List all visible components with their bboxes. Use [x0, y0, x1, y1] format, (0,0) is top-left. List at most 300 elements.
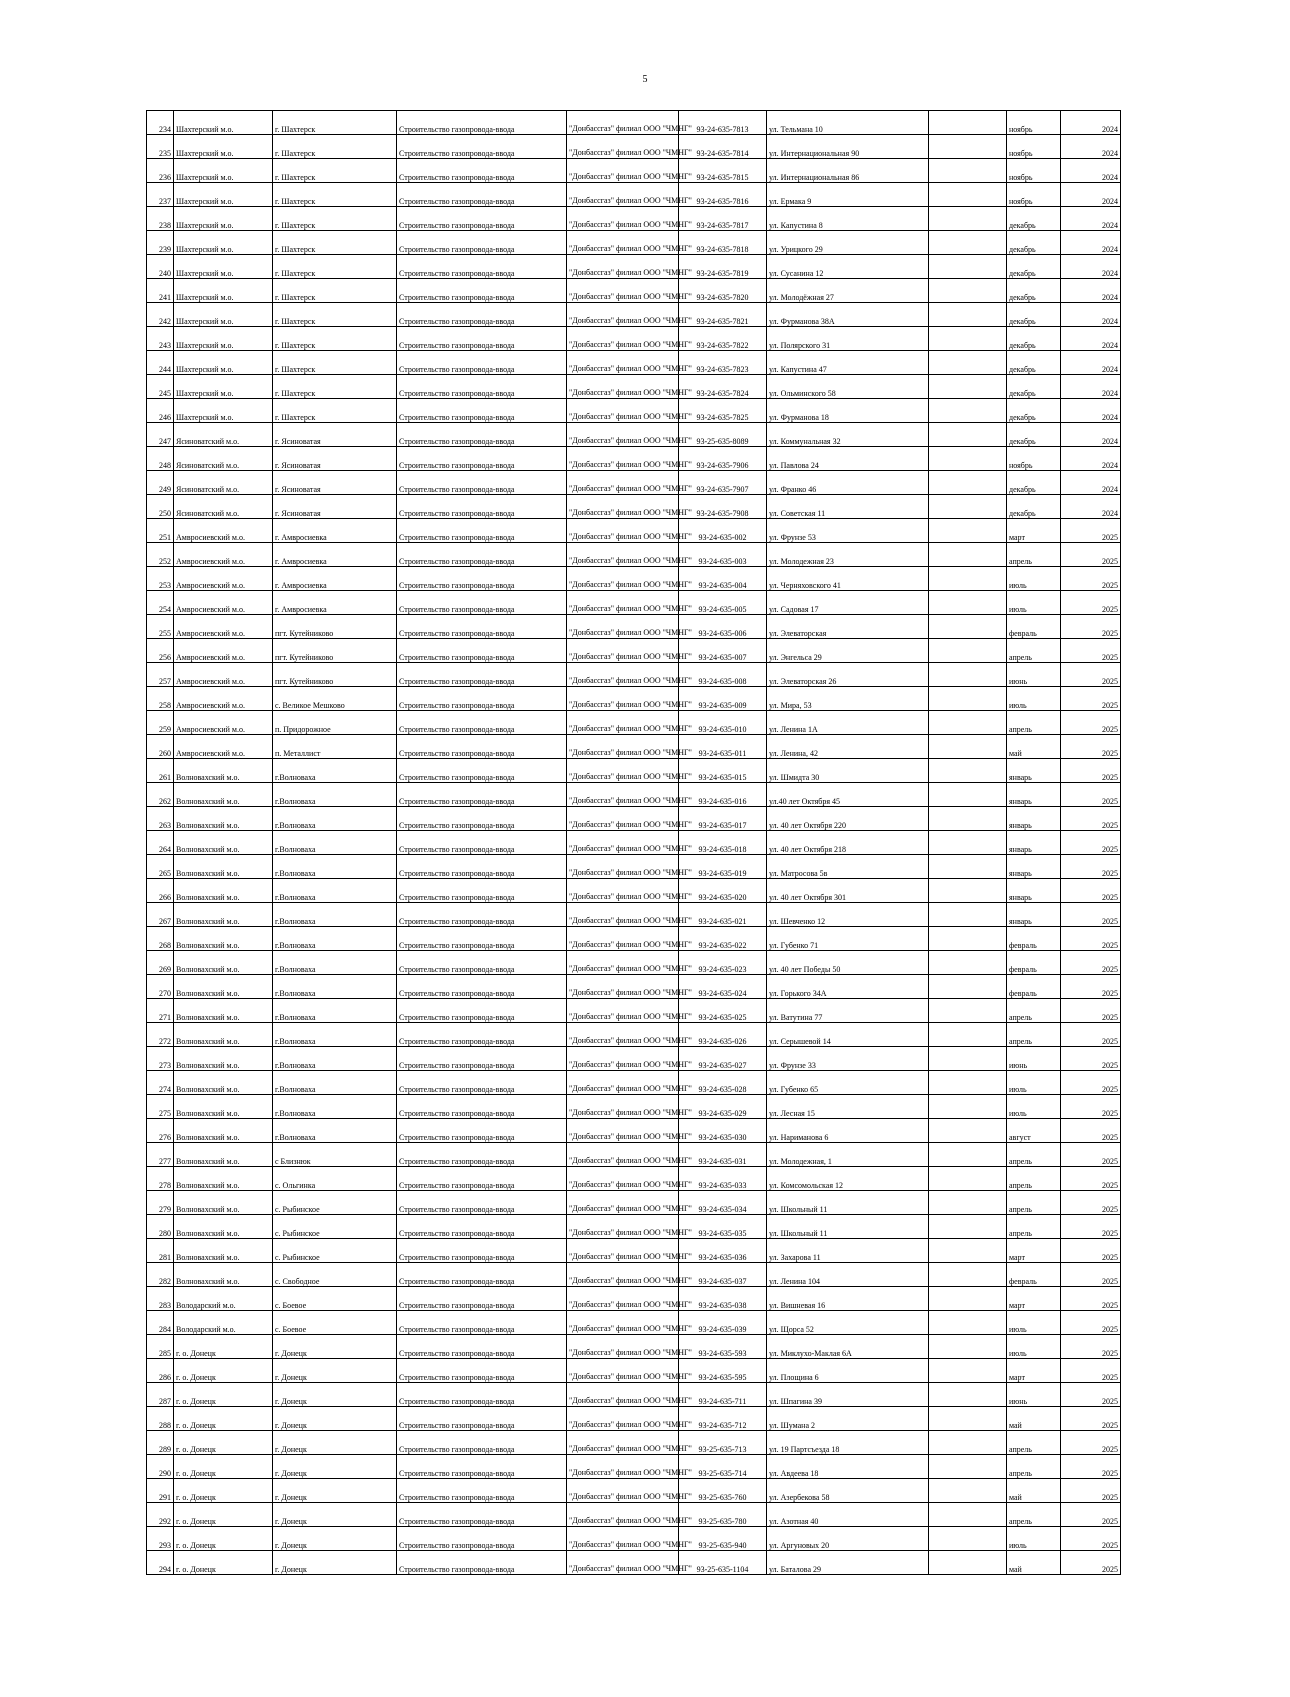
district-cell: Шахтерский м.о. — [174, 255, 273, 279]
district-cell: Волновахский м.о. — [174, 1023, 273, 1047]
district-cell: Шахтерский м.о. — [174, 159, 273, 183]
empty-cell — [929, 759, 1007, 783]
locality-cell: г.Волноваха — [273, 783, 397, 807]
table-row — [147, 903, 1121, 927]
organization-cell: "Донбассгаз" филиал ООО "ЧМНГ" — [567, 423, 679, 447]
month-cell: апрель — [1007, 543, 1061, 567]
district-cell: Волновахский м.о. — [174, 1191, 273, 1215]
month-cell: июнь — [1007, 663, 1061, 687]
work-type-cell: Строительство газопровода-ввода — [397, 375, 567, 399]
empty-cell — [929, 783, 1007, 807]
row-number: 245 — [147, 375, 174, 399]
row-number: 242 — [147, 303, 174, 327]
district-cell: Володарский м.о. — [174, 1287, 273, 1311]
organization-cell: "Донбассгаз" филиал ООО "ЧМНГ" — [567, 1503, 679, 1527]
month-cell: июль — [1007, 1311, 1061, 1335]
registration-code-cell: 93-24-635-023 — [679, 951, 767, 975]
row-number: 289 — [147, 1431, 174, 1455]
registration-code-cell: 93-24-635-7817 — [679, 207, 767, 231]
month-cell: январь — [1007, 855, 1061, 879]
row-number: 293 — [147, 1527, 174, 1551]
month-cell: ноябрь — [1007, 159, 1061, 183]
registration-code-cell: 93-24-635-026 — [679, 1023, 767, 1047]
table-row — [147, 567, 1121, 591]
organization-cell: "Донбассгаз" филиал ООО "ЧМНГ" — [567, 567, 679, 591]
organization-cell: "Донбассгаз" филиал ООО "ЧМНГ" — [567, 1287, 679, 1311]
month-cell: апрель — [1007, 1167, 1061, 1191]
locality-cell: г.Волноваха — [273, 903, 397, 927]
organization-cell: "Донбассгаз" филиал ООО "ЧМНГ" — [567, 1167, 679, 1191]
work-type-cell: Строительство газопровода-ввода — [397, 399, 567, 423]
row-number: 265 — [147, 855, 174, 879]
organization-cell: "Донбассгаз" филиал ООО "ЧМНГ" — [567, 1527, 679, 1551]
registration-code-cell: 93-25-635-8089 — [679, 423, 767, 447]
work-type-cell: Строительство газопровода-ввода — [397, 975, 567, 999]
month-cell: май — [1007, 1551, 1061, 1575]
row-number: 277 — [147, 1143, 174, 1167]
work-type-cell: Строительство газопровода-ввода — [397, 1071, 567, 1095]
month-cell: ноябрь — [1007, 447, 1061, 471]
registration-code-cell: 93-24-635-7908 — [679, 495, 767, 519]
locality-cell: г. Донецк — [273, 1527, 397, 1551]
locality-cell: г. Шахтерск — [273, 375, 397, 399]
work-type-cell: Строительство газопровода-ввода — [397, 759, 567, 783]
address-cell: ул. Молодежная, 1 — [767, 1143, 929, 1167]
registration-code-cell: 93-24-635-031 — [679, 1143, 767, 1167]
registration-code-cell: 93-24-635-7825 — [679, 399, 767, 423]
address-cell: ул. Щорса 52 — [767, 1311, 929, 1335]
year-cell: 2025 — [1061, 1191, 1121, 1215]
month-cell: январь — [1007, 759, 1061, 783]
registration-code-cell: 93-24-635-7821 — [679, 303, 767, 327]
district-cell: Волновахский м.о. — [174, 783, 273, 807]
organization-cell: "Донбассгаз" филиал ООО "ЧМНГ" — [567, 1047, 679, 1071]
table-row — [147, 639, 1121, 663]
year-cell: 2025 — [1061, 1407, 1121, 1431]
registration-code-cell: 93-24-635-029 — [679, 1095, 767, 1119]
empty-cell — [929, 855, 1007, 879]
organization-cell: "Донбассгаз" филиал ООО "ЧМНГ" — [567, 1263, 679, 1287]
address-cell: ул. Элеваторская — [767, 615, 929, 639]
table-row — [147, 1431, 1121, 1455]
district-cell: Шахтерский м.о. — [174, 303, 273, 327]
month-cell: март — [1007, 1359, 1061, 1383]
district-cell: Шахтерский м.о. — [174, 279, 273, 303]
locality-cell: г.Волноваха — [273, 1023, 397, 1047]
address-cell: ул. Губенко 71 — [767, 927, 929, 951]
organization-cell: "Донбассгаз" филиал ООО "ЧМНГ" — [567, 1359, 679, 1383]
row-number: 284 — [147, 1311, 174, 1335]
district-cell: Амвросиевский м.о. — [174, 639, 273, 663]
address-cell: ул. Интернациональная 86 — [767, 159, 929, 183]
year-cell: 2025 — [1061, 1095, 1121, 1119]
row-number: 269 — [147, 951, 174, 975]
work-type-cell: Строительство газопровода-ввода — [397, 471, 567, 495]
table-row — [147, 1479, 1121, 1503]
work-type-cell: Строительство газопровода-ввода — [397, 615, 567, 639]
row-number: 247 — [147, 423, 174, 447]
district-cell: Волновахский м.о. — [174, 975, 273, 999]
registration-code-cell: 93-24-635-005 — [679, 591, 767, 615]
month-cell: февраль — [1007, 951, 1061, 975]
empty-cell — [929, 159, 1007, 183]
locality-cell: г. Ясиноватая — [273, 495, 397, 519]
locality-cell: г. Шахтерск — [273, 255, 397, 279]
registration-code-cell: 93-24-635-004 — [679, 567, 767, 591]
year-cell: 2025 — [1061, 1383, 1121, 1407]
locality-cell: г. Донецк — [273, 1551, 397, 1575]
registration-code-cell: 93-24-635-030 — [679, 1119, 767, 1143]
table-row — [147, 807, 1121, 831]
empty-cell — [929, 1287, 1007, 1311]
work-type-cell: Строительство газопровода-ввода — [397, 855, 567, 879]
organization-cell: "Донбассгаз" филиал ООО "ЧМНГ" — [567, 1551, 679, 1575]
address-cell: ул. 40 лет Октября 220 — [767, 807, 929, 831]
locality-cell: с. Боевое — [273, 1287, 397, 1311]
row-number: 263 — [147, 807, 174, 831]
table-row — [147, 135, 1121, 159]
locality-cell: с. Ольгинка — [273, 1167, 397, 1191]
month-cell: апрель — [1007, 1023, 1061, 1047]
organization-cell: "Донбассгаз" филиал ООО "ЧМНГ" — [567, 903, 679, 927]
district-cell: Волновахский м.о. — [174, 1095, 273, 1119]
district-cell: Шахтерский м.о. — [174, 375, 273, 399]
organization-cell: "Донбассгаз" филиал ООО "ЧМНГ" — [567, 975, 679, 999]
work-type-cell: Строительство газопровода-ввода — [397, 591, 567, 615]
address-cell: ул. Интернациональная 90 — [767, 135, 929, 159]
year-cell: 2024 — [1061, 207, 1121, 231]
year-cell: 2025 — [1061, 1023, 1121, 1047]
organization-cell: "Донбассгаз" филиал ООО "ЧМНГ" — [567, 1119, 679, 1143]
empty-cell — [929, 351, 1007, 375]
address-cell: ул. Азербековa 58 — [767, 1479, 929, 1503]
locality-cell: г. Ясиноватая — [273, 471, 397, 495]
organization-cell: "Донбассгаз" филиал ООО "ЧМНГ" — [567, 255, 679, 279]
registration-code-cell: 93-24-635-711 — [679, 1383, 767, 1407]
district-cell: Шахтерский м.о. — [174, 135, 273, 159]
year-cell: 2024 — [1061, 303, 1121, 327]
registration-code-cell: 93-24-635-595 — [679, 1359, 767, 1383]
empty-cell — [929, 1503, 1007, 1527]
month-cell: апрель — [1007, 711, 1061, 735]
table-row — [147, 207, 1121, 231]
month-cell: июль — [1007, 687, 1061, 711]
year-cell: 2024 — [1061, 279, 1121, 303]
registration-code-cell: 93-24-635-016 — [679, 783, 767, 807]
organization-cell: "Донбассгаз" филиал ООО "ЧМНГ" — [567, 735, 679, 759]
organization-cell: "Донбассгаз" филиал ООО "ЧМНГ" — [567, 1143, 679, 1167]
organization-cell: "Донбассгаз" филиал ООО "ЧМНГ" — [567, 399, 679, 423]
district-cell: Ясиноватский м.о. — [174, 423, 273, 447]
year-cell: 2025 — [1061, 1359, 1121, 1383]
empty-cell — [929, 1023, 1007, 1047]
work-type-cell: Строительство газопровода-ввода — [397, 543, 567, 567]
row-number: 267 — [147, 903, 174, 927]
work-type-cell: Строительство газопровода-ввода — [397, 111, 567, 135]
work-type-cell: Строительство газопровода-ввода — [397, 1503, 567, 1527]
address-cell: ул. 19 Партсъезда 18 — [767, 1431, 929, 1455]
address-cell: ул. 40 лет Октября 301 — [767, 879, 929, 903]
empty-cell — [929, 879, 1007, 903]
registration-code-cell: 93-24-635-003 — [679, 543, 767, 567]
table-row — [147, 735, 1121, 759]
locality-cell: с. Рыбинское — [273, 1215, 397, 1239]
work-type-cell: Строительство газопровода-ввода — [397, 903, 567, 927]
row-number: 287 — [147, 1383, 174, 1407]
row-number: 241 — [147, 279, 174, 303]
organization-cell: "Донбассгаз" филиал ООО "ЧМНГ" — [567, 1455, 679, 1479]
row-number: 294 — [147, 1551, 174, 1575]
month-cell: декабрь — [1007, 375, 1061, 399]
organization-cell: "Донбассгаз" филиал ООО "ЧМНГ" — [567, 447, 679, 471]
year-cell: 2025 — [1061, 1263, 1121, 1287]
year-cell: 2025 — [1061, 711, 1121, 735]
registration-code-cell: 93-24-635-033 — [679, 1167, 767, 1191]
empty-cell — [929, 1431, 1007, 1455]
empty-cell — [929, 687, 1007, 711]
organization-cell: "Донбассгаз" филиал ООО "ЧМНГ" — [567, 495, 679, 519]
table-row — [147, 1455, 1121, 1479]
district-cell: Волновахский м.о. — [174, 903, 273, 927]
page-number: 5 — [642, 74, 648, 85]
district-cell: Амвросиевский м.о. — [174, 519, 273, 543]
organization-cell: "Донбассгаз" филиал ООО "ЧМНГ" — [567, 111, 679, 135]
work-type-cell: Строительство газопровода-ввода — [397, 927, 567, 951]
registration-code-cell: 93-24-635-7822 — [679, 327, 767, 351]
month-cell: февраль — [1007, 975, 1061, 999]
table-row — [147, 447, 1121, 471]
table-row — [147, 1311, 1121, 1335]
registration-code-cell: 93-24-635-010 — [679, 711, 767, 735]
registration-code-cell: 93-25-635-940 — [679, 1527, 767, 1551]
empty-cell — [929, 327, 1007, 351]
month-cell: январь — [1007, 903, 1061, 927]
table-row — [147, 303, 1121, 327]
empty-cell — [929, 807, 1007, 831]
organization-cell: "Донбассгаз" филиал ООО "ЧМНГ" — [567, 999, 679, 1023]
work-type-cell: Строительство газопровода-ввода — [397, 1143, 567, 1167]
registration-code-cell: 93-24-635-7824 — [679, 375, 767, 399]
year-cell: 2024 — [1061, 183, 1121, 207]
row-number: 250 — [147, 495, 174, 519]
work-type-cell: Строительство газопровода-ввода — [397, 951, 567, 975]
table-row — [147, 351, 1121, 375]
work-type-cell: Строительство газопровода-ввода — [397, 999, 567, 1023]
organization-cell: "Донбассгаз" филиал ООО "ЧМНГ" — [567, 303, 679, 327]
year-cell: 2025 — [1061, 687, 1121, 711]
organization-cell: "Донбассгаз" филиал ООО "ЧМНГ" — [567, 279, 679, 303]
table-row — [147, 423, 1121, 447]
month-cell: май — [1007, 1407, 1061, 1431]
registration-code-cell: 93-24-635-020 — [679, 879, 767, 903]
month-cell: апрель — [1007, 1191, 1061, 1215]
year-cell: 2024 — [1061, 471, 1121, 495]
year-cell: 2025 — [1061, 1239, 1121, 1263]
locality-cell: г. Шахтерск — [273, 303, 397, 327]
table-row — [147, 1167, 1121, 1191]
row-number: 281 — [147, 1239, 174, 1263]
month-cell: март — [1007, 519, 1061, 543]
month-cell: май — [1007, 735, 1061, 759]
empty-cell — [929, 1119, 1007, 1143]
work-type-cell: Строительство газопровода-ввода — [397, 1263, 567, 1287]
address-cell: ул. Шумана 2 — [767, 1407, 929, 1431]
registration-code-cell: 93-24-635-039 — [679, 1311, 767, 1335]
work-type-cell: Строительство газопровода-ввода — [397, 279, 567, 303]
month-cell: март — [1007, 1287, 1061, 1311]
year-cell: 2025 — [1061, 1071, 1121, 1095]
table-row — [147, 1359, 1121, 1383]
address-cell: ул. Мира, 53 — [767, 687, 929, 711]
registration-code-cell: 93-25-635-760 — [679, 1479, 767, 1503]
organization-cell: "Донбассгаз" филиал ООО "ЧМНГ" — [567, 1407, 679, 1431]
month-cell: май — [1007, 1479, 1061, 1503]
registration-code-cell: 93-24-635-7814 — [679, 135, 767, 159]
locality-cell: пгт. Кутейниково — [273, 615, 397, 639]
district-cell: Ясиноватский м.о. — [174, 495, 273, 519]
address-cell: ул.40 лет Октября 45 — [767, 783, 929, 807]
row-number: 236 — [147, 159, 174, 183]
locality-cell: с. Рыбинское — [273, 1239, 397, 1263]
empty-cell — [929, 231, 1007, 255]
address-cell: ул. Вишневая 16 — [767, 1287, 929, 1311]
registration-code-cell: 93-25-635-713 — [679, 1431, 767, 1455]
empty-cell — [929, 1407, 1007, 1431]
table-row — [147, 927, 1121, 951]
year-cell: 2025 — [1061, 591, 1121, 615]
empty-cell — [929, 303, 1007, 327]
address-cell: ул. Шпагина 39 — [767, 1383, 929, 1407]
table-row — [147, 1239, 1121, 1263]
district-cell: Волновахский м.о. — [174, 1215, 273, 1239]
month-cell: декабрь — [1007, 231, 1061, 255]
table-row — [147, 879, 1121, 903]
district-cell: Амвросиевский м.о. — [174, 663, 273, 687]
table-row — [147, 255, 1121, 279]
locality-cell: г. Шахтерск — [273, 231, 397, 255]
year-cell: 2024 — [1061, 495, 1121, 519]
work-type-cell: Строительство газопровода-ввода — [397, 183, 567, 207]
year-cell: 2025 — [1061, 663, 1121, 687]
row-number: 278 — [147, 1167, 174, 1191]
table-row — [147, 711, 1121, 735]
month-cell: июль — [1007, 1095, 1061, 1119]
address-cell: ул. Павлова 24 — [767, 447, 929, 471]
work-type-cell: Строительство газопровода-ввода — [397, 1455, 567, 1479]
month-cell: апрель — [1007, 1215, 1061, 1239]
work-type-cell: Строительство газопровода-ввода — [397, 495, 567, 519]
month-cell: февраль — [1007, 615, 1061, 639]
empty-cell — [929, 1191, 1007, 1215]
table-row — [147, 111, 1121, 135]
empty-cell — [929, 1143, 1007, 1167]
year-cell: 2025 — [1061, 639, 1121, 663]
locality-cell: г.Волноваха — [273, 999, 397, 1023]
locality-cell: г.Волноваха — [273, 879, 397, 903]
empty-cell — [929, 111, 1007, 135]
district-cell: Шахтерский м.о. — [174, 231, 273, 255]
year-cell: 2024 — [1061, 135, 1121, 159]
year-cell: 2024 — [1061, 399, 1121, 423]
month-cell: февраль — [1007, 927, 1061, 951]
organization-cell: "Донбассгаз" филиал ООО "ЧМНГ" — [567, 639, 679, 663]
row-number: 256 — [147, 639, 174, 663]
empty-cell — [929, 903, 1007, 927]
organization-cell: "Донбассгаз" филиал ООО "ЧМНГ" — [567, 759, 679, 783]
empty-cell — [929, 135, 1007, 159]
registration-code-cell: 93-24-635-7907 — [679, 471, 767, 495]
address-cell: ул. Советская 11 — [767, 495, 929, 519]
empty-cell — [929, 1359, 1007, 1383]
month-cell: апрель — [1007, 1431, 1061, 1455]
empty-cell — [929, 183, 1007, 207]
month-cell: январь — [1007, 783, 1061, 807]
work-type-cell: Строительство газопровода-ввода — [397, 663, 567, 687]
empty-cell — [929, 831, 1007, 855]
registration-code-cell: 93-24-635-7816 — [679, 183, 767, 207]
empty-cell — [929, 975, 1007, 999]
work-type-cell: Строительство газопровода-ввода — [397, 879, 567, 903]
address-cell: ул. Фрунзе 33 — [767, 1047, 929, 1071]
empty-cell — [929, 927, 1007, 951]
year-cell: 2025 — [1061, 903, 1121, 927]
empty-cell — [929, 567, 1007, 591]
organization-cell: "Донбассгаз" филиал ООО "ЧМНГ" — [567, 375, 679, 399]
organization-cell: "Донбассгаз" филиал ООО "ЧМНГ" — [567, 543, 679, 567]
district-cell: Амвросиевский м.о. — [174, 615, 273, 639]
work-type-cell: Строительство газопровода-ввода — [397, 687, 567, 711]
address-cell: ул. Фурманова 18 — [767, 399, 929, 423]
empty-cell — [929, 1311, 1007, 1335]
organization-cell: "Донбассгаз" филиал ООО "ЧМНГ" — [567, 183, 679, 207]
address-cell: ул. Ленина, 42 — [767, 735, 929, 759]
month-cell: ноябрь — [1007, 111, 1061, 135]
address-cell: ул. Матросова 5в — [767, 855, 929, 879]
year-cell: 2024 — [1061, 231, 1121, 255]
address-cell: ул. Капустина 8 — [767, 207, 929, 231]
row-number: 273 — [147, 1047, 174, 1071]
work-type-cell: Строительство газопровода-ввода — [397, 639, 567, 663]
registration-code-cell: 93-24-635-015 — [679, 759, 767, 783]
locality-cell: пгт. Кутейниково — [273, 663, 397, 687]
address-cell: ул. Аргуновых 20 — [767, 1527, 929, 1551]
work-type-cell: Строительство газопровода-ввода — [397, 1479, 567, 1503]
work-type-cell: Строительство газопровода-ввода — [397, 351, 567, 375]
table-row — [147, 543, 1121, 567]
empty-cell — [929, 255, 1007, 279]
organization-cell: "Донбассгаз" филиал ООО "ЧМНГ" — [567, 1191, 679, 1215]
address-cell: ул. Капустина 47 — [767, 351, 929, 375]
table-row — [147, 1263, 1121, 1287]
month-cell: апрель — [1007, 1143, 1061, 1167]
empty-cell — [929, 495, 1007, 519]
empty-cell — [929, 207, 1007, 231]
table-row — [147, 327, 1121, 351]
district-cell: Волновахский м.о. — [174, 999, 273, 1023]
address-cell: ул. Ермака 9 — [767, 183, 929, 207]
district-cell: Волновахский м.о. — [174, 855, 273, 879]
row-number: 234 — [147, 111, 174, 135]
work-type-cell: Строительство газопровода-ввода — [397, 255, 567, 279]
work-type-cell: Строительство газопровода-ввода — [397, 327, 567, 351]
address-cell: ул. Школьный 11 — [767, 1191, 929, 1215]
work-type-cell: Строительство газопровода-ввода — [397, 423, 567, 447]
empty-cell — [929, 1383, 1007, 1407]
row-number: 237 — [147, 183, 174, 207]
row-number: 243 — [147, 327, 174, 351]
district-cell: Ясиноватский м.о. — [174, 471, 273, 495]
empty-cell — [929, 1479, 1007, 1503]
